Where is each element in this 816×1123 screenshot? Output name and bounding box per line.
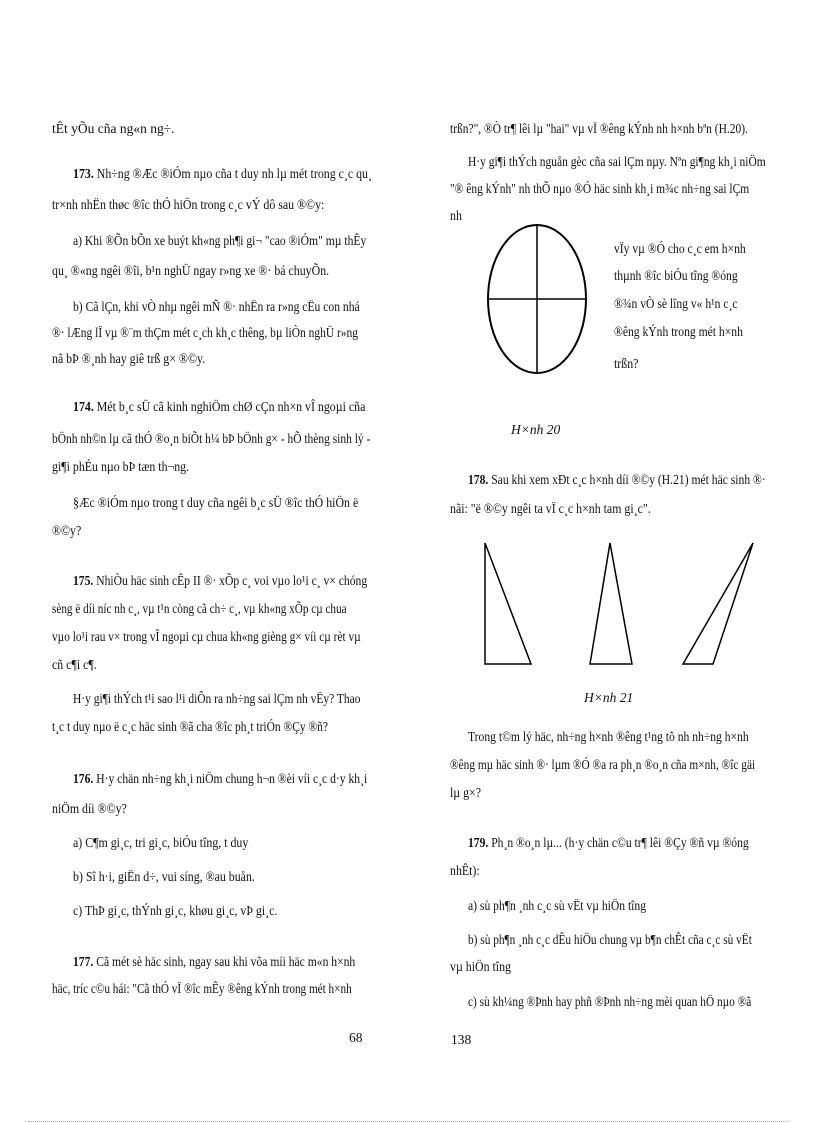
figure-20-caption: H×nh 20: [511, 422, 561, 437]
option-b: b) sù ph¶n ¸nh c¸c dÊu hiÖu chung vµ b¶n chÊt cña c¸c sù vËt: [468, 932, 752, 947]
question-number: 178.: [468, 472, 489, 487]
text-line: ®êng kÝnh trong mét h×nh: [614, 324, 743, 339]
text-line: trßn?", ®Ò tr¶ lêi lµ "hai" vµ vÏ ®êng kÝnh nh h×nh bªn (H.20).: [450, 121, 748, 136]
text-line: §Æc ®iÓm nµo trong t duy cña ngêi b¸c sÜ ®îc thÓ hiÖn ë: [73, 495, 359, 510]
question-number: 175.: [73, 573, 94, 588]
text-line: ®¾n vÒ sè lîng v« h¹n c¸c: [614, 296, 738, 311]
text-line: H·y gi¶i thÝch t¹i sao l¹i diÔn ra nh÷ng sai lÇm nh vËy? Thao: [73, 691, 361, 706]
text-line: nhÊt):: [450, 863, 480, 878]
text-line: nã bÞ ®¸nh hay giê trß g× ®©y.: [52, 351, 206, 366]
text-line: tr×nh nhËn thøc ®îc thÓ hiÖn trong c¸c vÝ dô sau ®©y:: [52, 197, 325, 212]
option-a: a) sù ph¶n ¸nh c¸c sù vËt vµ hiÖn tîng: [468, 898, 647, 913]
triangle-right: [485, 543, 531, 664]
question-number: 179.: [468, 835, 489, 850]
text-line: vÏy vµ ®Ó cho c¸c em h×nh: [614, 241, 746, 256]
text-line: qu¸ ®«ng ngêi ®îi, b¹n nghÜ ngay r»ng xe ®· bá chuyÕn.: [52, 263, 330, 278]
text-line: vµ hiÖn tîng: [450, 959, 511, 974]
text-line: tÊt yÕu cña ng«n ng÷.: [52, 121, 175, 136]
question-178-line: 178. Sau khi xem xÐt c¸c h×nh díi ®©y (H.21) mét häc sinh ®·: [468, 472, 766, 487]
text-line: lµ g×?: [450, 785, 482, 800]
question-177-line: 177. Cã mét sè häc sinh, ngay sau khi võa míi häc m«n h×nh: [73, 954, 356, 969]
text-line: häc, tríc c©u hái: "Cã thÓ vÏ ®îc mÊy ®êng kÝnh trong mét h×nh: [52, 981, 352, 996]
text-line: sèng ë díi níc nh c¸, vµ t¹n còng cã ch÷ c¸, vµ kh«ng xÕp cµ chua: [52, 601, 347, 616]
text-line: ®©y?: [52, 523, 82, 538]
page-number: 68: [349, 1030, 363, 1045]
question-number: 176.: [73, 771, 94, 786]
option-c: c) ThÞ gi¸c, thÝnh gi¸c, khøu gi¸c, vÞ gi¸c.: [73, 903, 278, 918]
figure-21-caption: H×nh 21: [584, 690, 634, 705]
text-line: bÖnh nh©n lµ cã thÓ ®o¸n biÕt h¼ bÞ bÖnh g× - hÕ thèng sinh lý -: [52, 431, 371, 446]
bottom-divider: [28, 1121, 788, 1122]
text-line: "® êng kÝnh" nh thÕ nµo ®Ó häc sinh kh¸i m¾c nh÷ng sai lÇm: [450, 181, 750, 196]
question-173-line: 173. Nh÷ng ®Æc ®iÓm nµo cña t duy nh lµ mét trong c¸c qu¸: [73, 166, 372, 181]
text-line: nãi: "ë ®©y ngêi ta vÏ c¸c h×nh tam gi¸c".: [450, 501, 651, 516]
text-line: trßn?: [614, 356, 639, 371]
option-c: c) sù kh¼ng ®Þnh hay phñ ®Þnh nh÷ng mèi quan hÖ nµo ®ã: [468, 994, 752, 1009]
triangle-isosceles: [590, 543, 632, 664]
text-line: t¸c t duy nµo ë c¸c häc sinh ®ã cha ®îc ph¸t triÓn ®Çy ®ñ?: [52, 719, 329, 734]
text-line: H·y gi¶i thÝch nguån gèc cña sai lÇm nµy. Nªn gi¶ng kh¸i niÖm: [468, 154, 766, 169]
triangle-obtuse: [683, 543, 753, 664]
question-175-line: 175. NhiÒu häc sinh cÊp II ®· xÕp c¸ voi vµo lo¹i c¸ v× chóng: [73, 573, 368, 588]
question-179-line: 179. Ph¸n ®o¸n lµ... (h·y chän c©u tr¶ lêi ®Çy ®ñ vµ ®óng: [468, 835, 749, 850]
option-a: a) C¶m gi¸c, tri gi¸c, biÓu tîng, t duy: [73, 835, 249, 850]
question-176-line: 176. H·y chän nh÷ng kh¸i niÖm chung h¬n ®èi víi c¸c d·y kh¸i: [73, 771, 368, 786]
question-174-line: 174. Mét b¸c sÜ cã kinh nghiÖm chØ cÇn nh×n vÎ ngoµi cña: [73, 399, 366, 414]
text-line: thµnh ®îc biÓu tîng ®óng: [614, 268, 738, 283]
text-line: ®êng mµ häc sinh ®· lµm ®Ó ®a ra ph¸n ®o¸n cña m×nh, ®îc gäi: [450, 757, 756, 772]
figure-21-triangles: [480, 540, 770, 670]
question-number: 173.: [73, 166, 94, 181]
figure-20-circle: [480, 220, 600, 390]
text-line: niÖm díi ®©y?: [52, 801, 127, 816]
text-line: gi¶i phÉu nµo bÞ tæn th¬ng.: [52, 459, 190, 474]
text-line: ®· lÆng lÏ vµ ®¨m thÇm mét c¸ch kh¸c thêng, bµ liÒn nghÜ r»ng: [52, 325, 359, 340]
text-line: vµo lo¹i rau v× trong vÎ ngoµi cµ chua kh«ng gièng g× víi cµ rèt vµ: [52, 629, 361, 644]
text-line: cñ c¶i c¶.: [52, 657, 97, 672]
option-b: b) Sî h·i, giËn d÷, vui síng, ®au buån.: [73, 869, 255, 884]
question-number: 174.: [73, 399, 94, 414]
page-number: 138: [451, 1032, 472, 1047]
text-line: b) Cã lÇn, khi vÒ nhµ ngêi mÑ ®· nhËn ra r»ng cËu con nhá: [73, 299, 360, 314]
text-line: nh: [450, 208, 462, 223]
text-line: Trong t©m lý häc, nh÷ng h×nh ®êng t¹ng tõ nh nh÷ng h×nh: [468, 729, 749, 744]
text-line: a) Khi ®Õn bÕn xe buýt kh«ng ph¶i gi¬ "cao ®iÓm" mµ thÊy: [73, 233, 367, 248]
question-number: 177.: [73, 954, 94, 969]
